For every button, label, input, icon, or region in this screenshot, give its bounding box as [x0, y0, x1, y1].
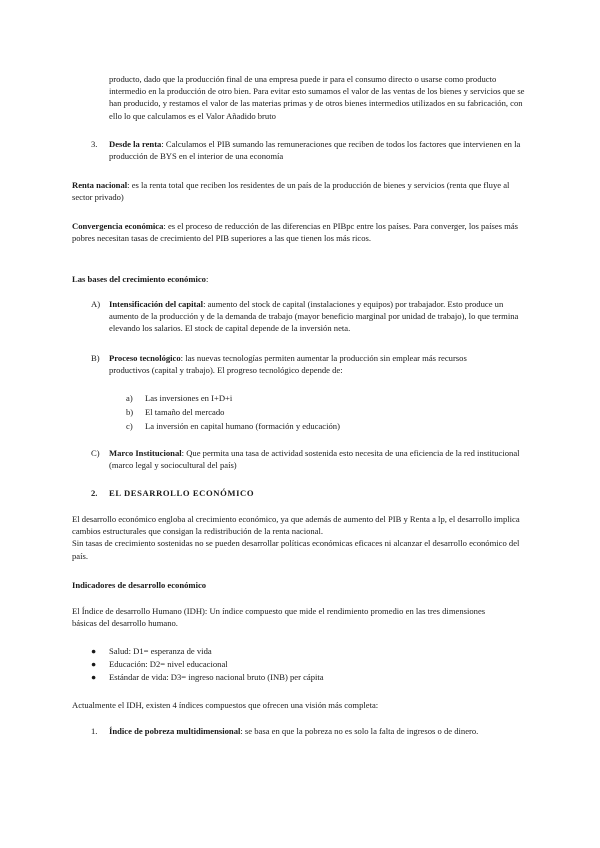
- sublist-text: La inversión en capital humano (formación y educación): [145, 421, 340, 431]
- bullet-text: Educación: D2= nivel educacional: [109, 659, 228, 669]
- list-item-text: [109, 352, 499, 376]
- paragraph-convergencia: [72, 220, 524, 244]
- list-item: [91, 658, 529, 671]
- sublist-text: El tamaño del mercado: [145, 407, 225, 417]
- heading-text: Las bases del crecimiento económico: [72, 274, 206, 284]
- bullet-icon: ●: [91, 646, 97, 656]
- paragraph-desarrollo: [72, 513, 526, 562]
- term: Renta nacional: [72, 180, 128, 190]
- bullet-text: Estándar de vida: D3= ingreso nacional bruto (INB) per cápita: [109, 672, 324, 682]
- definition: : aumento del stock de capital (instalaciones y equipos) por trabajador. Esto produce un aumento de la producción y de la demanda de trabajo (mayor beneficio marginal por unidad de trabajo), lo que termina elevando los salarios. El stock de capital depende de la inversión neta.: [109, 299, 519, 334]
- list-item-text: [109, 298, 525, 335]
- section-heading-indicadores: [72, 579, 524, 591]
- paragraph-renta-nacional: [72, 179, 524, 203]
- section-title: EL DESARROLLO ECONÓMICO: [109, 488, 255, 498]
- paragraph-actualmente: Actualmente el IDH, existen 4 índices compuestos que ofrecen una visión más completa:: [72, 700, 379, 710]
- list-item-text: [109, 447, 527, 471]
- list-item-text: [109, 138, 525, 162]
- list-letter: C): [91, 448, 100, 458]
- list-item: [91, 671, 529, 684]
- sublist-letter: c): [126, 421, 133, 431]
- term: Desde la renta: [109, 139, 162, 149]
- sublist-letter: a): [126, 393, 133, 403]
- list-letter: B): [91, 353, 100, 363]
- heading-colon: :: [205, 274, 209, 284]
- section-heading-bases: [72, 273, 524, 285]
- sublist-text: Las inversiones en I+D+i: [145, 393, 233, 403]
- sublist-letter: b): [126, 407, 134, 417]
- definition: : Que permita una tasa de actividad sostenida esto necesita de una eficiencia de la red institucional (marco legal y sociocultural del país): [109, 448, 520, 471]
- paragraph-idh: El Índice de desarrollo Humano (IDH): Un índice compuesto que mide el rendimiento promedio en las tres dimensiones básicas del desarrollo humano.: [72, 606, 486, 629]
- definition: : es el proceso de reducción de las diferencias en PIBpc entre los países. Para converger, los países más pobres necesitan tasas de crecimiento del PIB superiores a las que tienen los más ricos.: [72, 221, 518, 244]
- definition: : es la renta total que reciben los residentes de un país de la producción de bienes y servicios (renta que fluye al sector privado): [72, 180, 510, 203]
- term: Convergencia económica: [72, 221, 164, 231]
- term: Índice de pobreza multidimensional: [109, 726, 241, 736]
- list-number: 1.: [91, 726, 98, 736]
- desarrollo-text-1: El desarrollo económico engloba al crecimiento económico, ya que además de aumento del PIB y Renta a lp, el desarrollo implica cambios estructurales que consigan la redistribución de la renta nacional.: [72, 514, 520, 537]
- idh-dimensions-list: [91, 645, 529, 684]
- paragraph-valor-anadido: producto, dado que la producción final de una empresa puede ir para el consumo directo o usarse como producto intermedio en la producción de otro bien. Para evitar esto sumamos el valor de las ventas de los bienes y servicios que se han producido, y restamos el valor de las materias primas y de otros bienes intermedios utilizados en su fabricación, con ello lo que calculamos es el Valor Añadido bruto: [109, 74, 525, 121]
- heading-text: Indicadores de desarrollo económico: [72, 580, 207, 590]
- list-letter: A): [91, 299, 101, 309]
- term: Intensificación del capital: [109, 299, 204, 309]
- list-item: [91, 645, 529, 658]
- bullet-text: Salud: D1= esperanza de vida: [109, 646, 212, 656]
- definition: : Calculamos el PIB sumando las remuneraciones que reciben de todos los factores que intervienen en la producción de BYS en el interior de una economía: [109, 139, 521, 162]
- bullet-icon: ●: [91, 659, 97, 669]
- term: Proceso tecnológico: [109, 353, 181, 363]
- definition: : se basa en que la pobreza no es solo la falta de ingresos o de dinero.: [240, 726, 479, 736]
- list-item-text: [109, 725, 525, 737]
- definition: : las nuevas tecnologías permiten aumentar la producción sin emplear más recursos productivos (capital y trabajo). El progreso tecnológico depende de:: [109, 353, 467, 376]
- bullet-icon: ●: [91, 672, 97, 682]
- list-number: 3.: [91, 139, 98, 149]
- desarrollo-text-2: Sin tasas de crecimiento sostenidas no se pueden desarrollar políticas económicas eficaces ni alcanzar el desarrollo económico del país.: [72, 538, 520, 561]
- term: Marco Institucional: [109, 448, 182, 458]
- section-number: 2.: [91, 488, 98, 498]
